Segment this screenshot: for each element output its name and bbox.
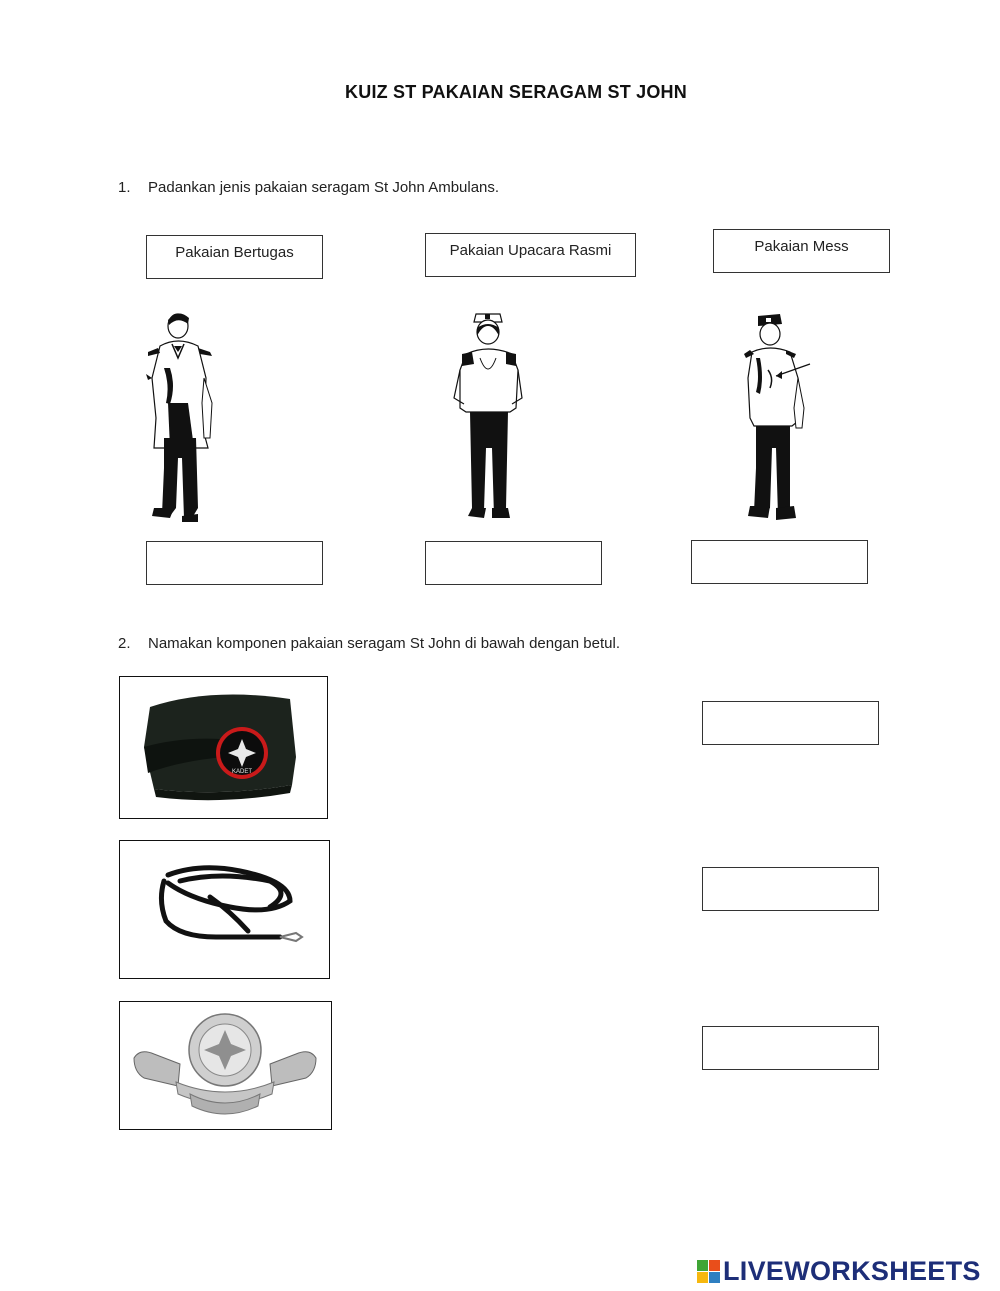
question-1: [118, 179, 499, 196]
question-1-text: Padankan jenis pakaian seragam St John Ambulans.: [148, 179, 500, 196]
label-text: Pakaian Bertugas: [175, 244, 294, 261]
question-2-number: 2.: [118, 635, 131, 652]
cap-badge-icon: [120, 1002, 330, 1128]
answer-input-cap-badge[interactable]: [702, 1026, 879, 1070]
lanyard-cord-image: [119, 840, 330, 979]
question-2-text: Namakan komponen pakaian seragam St John di bawah dengan betul.: [148, 635, 620, 652]
label-pakaian-mess[interactable]: [713, 229, 890, 273]
liveworksheets-logo: [697, 1256, 981, 1287]
label-text: Pakaian Mess: [754, 238, 849, 255]
page-title: KUIZ ST PAKAIAN SERAGAM ST JOHN: [345, 82, 687, 102]
label-pakaian-upacara-rasmi[interactable]: [425, 233, 636, 277]
answer-input-figure-1[interactable]: [146, 541, 323, 585]
question-2: [118, 635, 620, 652]
beret-cap-icon: [120, 677, 326, 817]
cap-badge-image: [119, 1001, 332, 1130]
answer-input-beret[interactable]: [702, 701, 879, 745]
male-uniform-figure: [140, 308, 230, 530]
answer-input-figure-3[interactable]: [691, 540, 868, 584]
male-cap-uniform-figure: [742, 308, 814, 530]
female-uniform-figure: [450, 308, 530, 530]
label-pakaian-bertugas[interactable]: [146, 235, 323, 279]
logo-wordmark: LIVEWORKSHEETS: [723, 1256, 981, 1286]
beret-cap-image: [119, 676, 328, 819]
label-text: Pakaian Upacara Rasmi: [449, 242, 612, 259]
answer-input-lanyard[interactable]: [702, 867, 879, 911]
question-1-number: 1.: [118, 179, 131, 196]
lanyard-icon: [120, 841, 328, 977]
answer-input-figure-2[interactable]: [425, 541, 602, 585]
logo-blocks-icon: [697, 1260, 720, 1283]
badge-text: KADET: [231, 769, 253, 775]
